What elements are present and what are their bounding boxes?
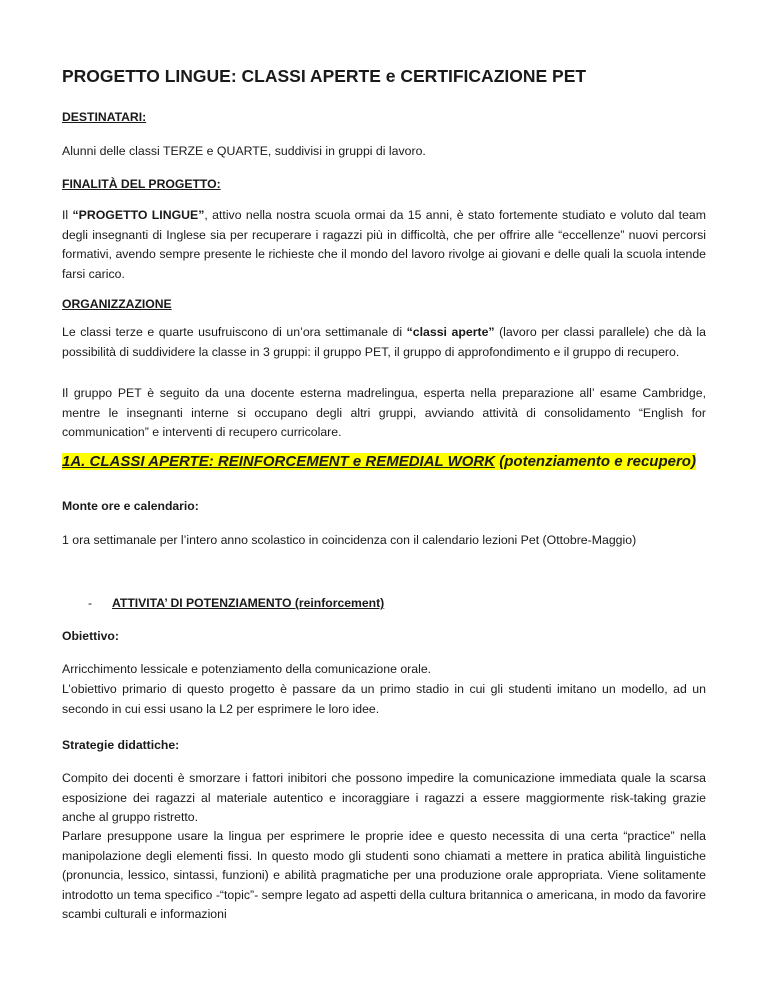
project-name: “PROGETTO LINGUE” bbox=[72, 208, 205, 222]
strategie-heading: Strategie didattiche: bbox=[62, 738, 180, 752]
section-1a-title-rest: (potenziamento e recupero) bbox=[495, 453, 696, 470]
obiettivo-heading: Obiettivo: bbox=[62, 629, 119, 643]
finalita-heading: FINALITÀ DEL PROGETTO: bbox=[62, 177, 221, 191]
organizzazione-p1-b: (lavoro per classi parallele) che dà la possibilità di suddividere la classe in 3 gruppi: il gruppo PET, il gruppo di approfondimento e il gruppo di recupero. bbox=[62, 325, 706, 359]
finalita-paragraph bbox=[62, 206, 706, 284]
potenziamento-label: ATTIVITA’ DI POTENZIAMENTO (reinforcement) bbox=[112, 596, 385, 610]
monte-ore-heading: Monte ore e calendario: bbox=[62, 499, 199, 513]
destinatari-heading: DESTINATARI: bbox=[62, 110, 147, 124]
obiettivo-line-1: Arricchimento lessicale e potenziamento della comunicazione orale. bbox=[62, 662, 432, 676]
section-1a-title-underlined: 1A. CLASSI APERTE: REINFORCEMENT e REMEDIAL WORK bbox=[62, 453, 496, 470]
monte-ore-text: 1 ora settimanale per l’intero anno scolastico in coincidenza con il calendario lezioni Pet (Ottobre-Maggio) bbox=[62, 533, 637, 547]
organizzazione-p1-a: Le classi terze e quarte usufruiscono di un’ora settimanale di bbox=[62, 325, 407, 339]
obiettivo-line-2: L’obiettivo primario di questo progetto è passare da un primo stadio in cui gli studenti imitano un modello, ad un secondo in cui essi usano la L2 per esprimere le loro idee. bbox=[62, 682, 706, 716]
finalita-text: , attivo nella nostra scuola ormai da 15 anni, è stato fortemente studiato e voluto dal team degli insegnanti di Inglese sia per recuperare i ragazzi più in difficoltà, che per offrire alle “eccellenze” nuovi percorsi formativi, avendo sempre presente le richieste che il mondo del lavoro rivolge ai giovani e delle quali la scuola intende farsi carico. bbox=[62, 208, 706, 281]
potenziamento-bullet bbox=[88, 596, 384, 610]
strategie-paragraph-1: Compito dei docenti è smorzare i fattori inibitori che possono impedire la comunicazione immediata quale la scarsa esposizione dei ragazzi al materiale autentico e incoraggiare i ragazzi a essere maggiormente risk-taking grazie anche al gruppo ristretto. bbox=[62, 771, 706, 824]
bullet-dash: - bbox=[88, 596, 93, 610]
destinatari-text: Alunni delle classi TERZE e QUARTE, suddivisi in gruppi di lavoro. bbox=[62, 144, 426, 158]
organizzazione-paragraph-2: Il gruppo PET è seguito da una docente esterna madrelingua, esperta nella preparazione all’ esame Cambridge, mentre le insegnanti interne si occupano degli altri gruppi, avviando attività di consolidamento “English for communication” e interventi di recupero curricolare. bbox=[62, 386, 706, 439]
document-title: PROGETTO LINGUE: CLASSI APERTE e CERTIFICAZIONE PET bbox=[62, 66, 587, 86]
finalita-intro: Il bbox=[62, 208, 73, 222]
organizzazione-heading: ORGANIZZAZIONE bbox=[62, 297, 172, 311]
strategie-paragraph-2: Parlare presuppone usare la lingua per esprimere le proprie idee e questo necessita di una certa “practice” nella manipolazione degli elementi fissi. In questo modo gli studenti sono chiamati a mettere in pratica abilità linguistiche (pronuncia, lessico, sintassi, funzioni) e abilità pragmatiche per una produzione orale appropriata. Viene solitamente introdotto un tema specifico -“topic”- sempre legato ad aspetti della cultura britannica o americana, in modo da favorire scambi culturali e informazioni bbox=[62, 829, 706, 921]
classi-aperte-term: “classi aperte” bbox=[406, 325, 495, 339]
section-1a-title bbox=[62, 453, 696, 470]
organizzazione-paragraph-1 bbox=[62, 323, 706, 362]
